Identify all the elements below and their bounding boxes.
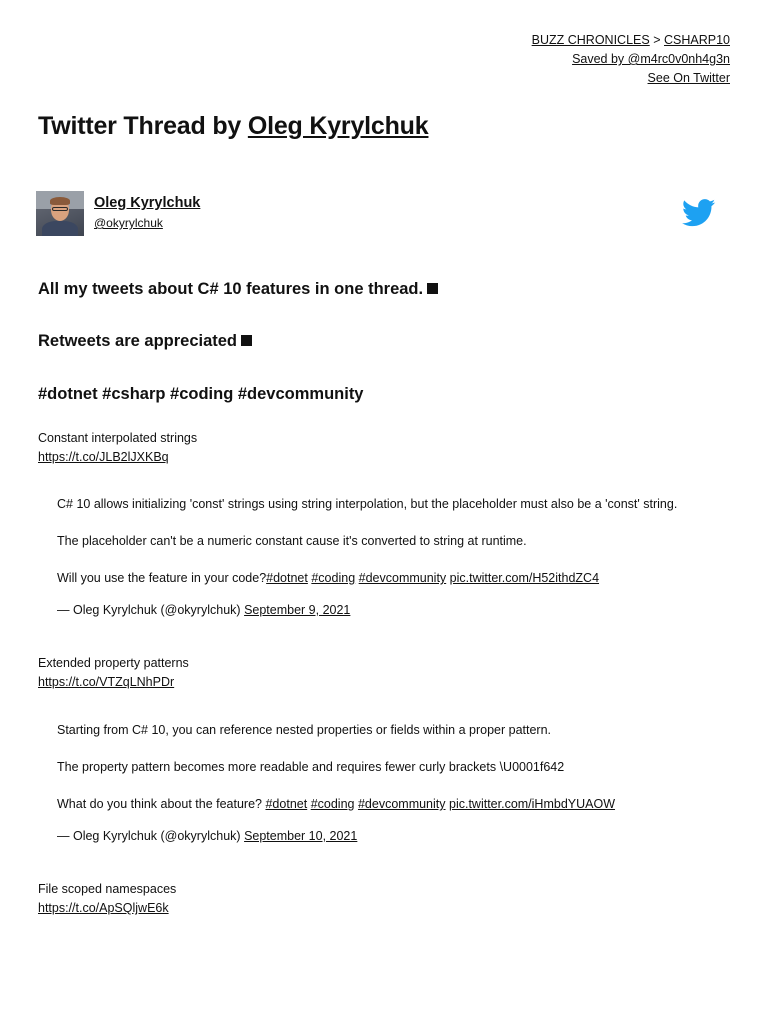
hashtag-link[interactable]: #devcommunity — [357, 797, 446, 811]
tweet-attribution: — Oleg Kyrylchuk (@okyrylchuk) September 10, 2021 — [57, 829, 358, 843]
section-heading — [38, 429, 197, 467]
tweet-paragraph: Starting from C# 10, you can reference nested properties or fields within a proper pattern. — [57, 723, 552, 737]
intro-line-2: Retweets are appreciated — [38, 332, 252, 351]
breadcrumb-separator: > — [653, 33, 661, 47]
pic-link[interactable]: pic.twitter.com/iHmbdYUAOW — [449, 797, 616, 811]
section-title: Extended property patterns — [38, 656, 189, 670]
hashtag-link[interactable]: #coding — [310, 797, 355, 811]
avatar[interactable] — [36, 191, 84, 236]
section-title: File scoped namespaces — [38, 882, 177, 896]
see-on-twitter-link[interactable]: See On Twitter — [647, 71, 730, 85]
breadcrumb — [532, 31, 730, 50]
section-link[interactable]: https://t.co/VTZqLNhPDr — [38, 675, 175, 689]
section-heading — [38, 654, 189, 692]
black-square-icon — [241, 335, 252, 346]
author-handle-link[interactable]: @okyrylchuk — [94, 216, 163, 230]
saved-by-link[interactable]: Saved by @m4rc0v0nh4g3n — [572, 52, 730, 66]
tweet-attribution: — Oleg Kyrylchuk (@okyrylchuk) September 9, 2021 — [57, 603, 351, 617]
page-title-prefix: Twitter Thread by — [38, 112, 248, 140]
hashtag-link[interactable]: #dotnet — [266, 571, 308, 585]
intro-line-1: All my tweets about C# 10 features in one thread. — [38, 280, 438, 299]
author-name-link[interactable]: Oleg Kyrylchuk — [94, 195, 201, 211]
tweet-date-link[interactable]: September 9, 2021 — [244, 603, 351, 617]
breadcrumb-category-link[interactable]: CSHARP10 — [664, 33, 730, 47]
pic-link[interactable]: pic.twitter.com/H52ithdZC4 — [449, 571, 600, 585]
breadcrumb-site-link[interactable]: BUZZ CHRONICLES — [531, 33, 650, 47]
page-title — [38, 112, 428, 141]
hashtag-link[interactable]: #coding — [311, 571, 356, 585]
section-link[interactable]: https://t.co/JLB2lJXKBq — [38, 450, 169, 464]
black-square-icon — [427, 283, 438, 294]
tweet-paragraph: The placeholder can't be a numeric constant cause it's converted to string at runtime. — [57, 534, 527, 548]
section-title: Constant interpolated strings — [38, 431, 198, 445]
section-heading — [38, 880, 176, 918]
hashtag-link[interactable]: #dotnet — [265, 797, 308, 811]
twitter-bird-icon[interactable] — [682, 199, 716, 227]
author-card — [36, 191, 730, 237]
section-link[interactable]: https://t.co/ApSQljwE6k — [38, 901, 169, 915]
embedded-tweet — [57, 497, 677, 617]
tweet-paragraph: C# 10 allows initializing 'const' strings using string interpolation, but the placeholder must also be a 'const' string. — [57, 497, 678, 511]
tweet-date-link[interactable]: September 10, 2021 — [244, 829, 358, 843]
tweet-paragraph: Will you use the feature in your code?#dotnet #coding #devcommunity pic.twitter.com/H52ithdZC4 — [57, 571, 600, 585]
page-title-author-link[interactable]: Oleg Kyrylchuk — [247, 112, 429, 140]
top-nav — [532, 31, 730, 88]
tweet-paragraph: The property pattern becomes more readable and requires fewer curly brackets \U0001f642 — [57, 760, 565, 774]
intro-hashtags: #dotnet #csharp #coding #devcommunity — [38, 385, 364, 403]
tweet-paragraph: What do you think about the feature? #dotnet #coding #devcommunity pic.twitter.com/iHmbdYUAOW — [57, 797, 616, 811]
hashtag-link[interactable]: #devcommunity — [358, 571, 447, 585]
embedded-tweet — [57, 723, 615, 843]
